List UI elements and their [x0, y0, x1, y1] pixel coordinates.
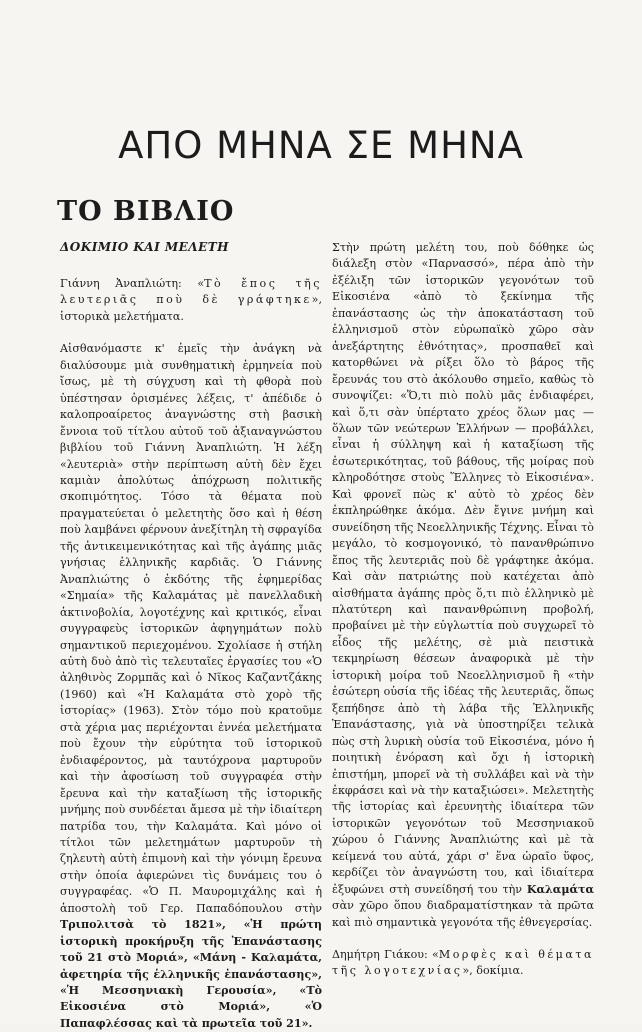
entry-book-title: Τὸ ἔπος τῆς λευτεριᾶς ποὺ δὲ γράφτηκε: [60, 277, 323, 307]
entry2-book-title: Μορφὲς καὶ θέματα τῆς λογοτεχνίας: [332, 948, 594, 978]
entry-tail: », ἱστορικὰ μελετήματα.: [60, 293, 322, 323]
review-continuation: [332, 240, 594, 931]
book-entry-heading: [60, 276, 322, 325]
book-entry-heading-2: [332, 947, 594, 980]
main-title: ΑΠΟ ΜΗΝΑ ΣΕ ΜΗΝΑ: [118, 124, 524, 167]
entry2-author: Δημήτρη Γιάκου: «: [332, 948, 439, 962]
review-text: Αἰσθανόμαστε κ' ἐμεῖς τὴν ἀνάγκη νὰ διαλύσουμε μιὰ συνθηματικὴ ἑρμηνεία ποὺ ἴσως, μὲ τὴ σύγχυση καὶ τὴ φθορὰ ποὺ ὑπέστησαν ὁρισμένες λέξεις, τ' ἀπέδιδε ὁ καλοπροαίρετος ἀναγνώστης στὴ βασικὴ ἔννοια τοῦ τίτλου αὐτοῦ τοῦ ἀξιαναγνώστου βιβλίου τοῦ Γιάννη Ἀναπλιώτη. Ἡ λέξη «λευτεριὰ» στὴν περίπτωση αὐτὴ δὲν ἔχει καμιὰν ἀπολύτως ἀπόχρωση πολιτικῆς σκοπιμότητος. Τόσο τὰ θέματα ποὺ πραγματεύεται ὁ μελετητὴς ὅσο καὶ ἡ θέση ποὺ λαμβάνει φέρνουν ἀνεξίτηλη τὴ σφραγίδα τῆς ἀντικειμενικότητας καὶ τῆς ἀγάπης μιᾶς γνήσιας ἑλληνικῆς καρδιᾶς. Ὁ Γιάννης Ἀναπλιώτης ὁ ἐκδότης τῆς ἐφημερίδας «Σημαία» τῆς Καλαμάτας μὲ πανελλαδικὴ ἀκτινοβολία, λογοτέχνης καὶ κριτικός, εἶναι συγγραφεὺς ἱστορικῶν ἀφηγημάτων πολὺ σημαντικοῦ περιεχομένου. Σχολίασε ἡ στήλη αὐτὴ δυὸ ἀπὸ τὶς τελευταῖες ἐργασίες του «Ὁ ἀληθινὸς Ζορμπᾶς καὶ ὁ Νῖκος Καζαντζάκης (1960) καὶ «Ἡ Καλαμάτα στὸ χορὸ τῆς ἱστορίας» (1963). Στὸν τόμο ποὺ κρατοῦμε στὰ χέρια μας περιέχονται ἐννέα μελετήματα ποὺ ἔχουν τὴν εὐρύτητα τοῦ ἱστορικοῦ ἐνδιαφέροντος, μὰ ταυτόχρονα μαρτυροῦν καὶ τὴν ἀφοσίωση τοῦ συγγραφέα στὴν ἔρευνα καὶ τὴν καταξίωση τῆς ἱστορικῆς μνήμης ποὺ συνδέεται ἄμεσα μὲ τὴν ἰδιαίτερη πατρίδα του, τὴν Καλαμάτα. Καὶ μόνο οἱ τίτλοι τῶν μελετημάτων μαρτυροῦν τὴ ζηλευτὴ αὐτὴ ἐπιμονὴ καὶ τὴν γόνιμη ἔρευνα στὴν ὁποία ἀφιερώνει τὶς δυνάμεις του ὁ συγγραφέας. «Ὁ Π. Μαυρομιχάλης καὶ ἡ ἀποστολὴ τοῦ Γερ. Παπαδόπουλου στὴν: [60, 342, 322, 915]
right-column: [332, 240, 594, 980]
review-titles-list: Τριπολιτσὰ τὸ 1821», «Ἡ πρώτη ἱστορικὴ προκήρυξη τῆς Ἐπανάστασης τοῦ 21 στὸ Μοριά», «Μάνη - Καλαμάτα, ἀφετηρία τῆς ἑλληνικῆς ἐπανάστασης», «Ἡ Μεσσηνιακὴ Γερουσία», «Τὸ Εἰκοσιένα στὸ Μοριά», «Ὁ Παπαφλέσσας καὶ τὰ πρωτεῖα τοῦ 21».: [60, 918, 322, 1030]
continuation-bold: Καλαμάτα: [526, 882, 594, 896]
continuation-end: σὰν χῶρο ὅπου διαδραματίστηκαν τὰ πρῶτα καὶ πιὸ σημαντικὰ γεγονότα τῆς ἐθνεγερσίας.: [332, 899, 594, 929]
continuation-text: Στὴν πρώτη μελέτη του, ποὺ δόθηκε ὡς διάλεξη στὸν «Παρνασσό», πέρα ἀπὸ τὴν ἐξέλιξη τῶν ἱστορικῶν γεγονότων τοῦ Εἰκοσιένα «ἀπὸ τὸ ξεκίνημα τῆς ἐπανάστασης ὡς τὴν ἀποκατάσταση τοῦ ἑλληνισμοῦ στὸν εὐρωπαϊκὸ χῶρο σὰν ἀνεξάρτητης ἐθνότητας», προσπαθεῖ καὶ κατορθώνει νὰ ρίξει ὅλο τὸ βάρος τῆς ἔρευνάς του στὸ ἀκόλουθο σημεῖο, καθὼς τὸ συνοψίζει: «Ὅ,τι πιὸ πολὺ μᾶς ἐνδιαφέρει, καὶ ὅ,τι σὰν ὑπέρτατο χρέος ὅλων μας — ὅλων τῶν νεώτερων Ἑλλήνων — προβάλλει, εἶναι ἡ σύλληψη καὶ ἡ καταξίωση τῆς ἐσωτερικότητας, τοῦ βάθους, τῆς μοίρας ποὺ κληροδότησε στοὺς Ἕλληνες τὸ Εἰκοσιένα». Καὶ φρονεῖ πὼς κ' αὐτὸ τὸ χρέος δὲν ἐκπληρώθηκε ἀκόμα. Δὲν ἔγινε μνήμη καὶ συνείδηση τῆς Νεοελληνικῆς Τέχνης. Εἶναι τὸ μεγάλο, τὸ κοσμογονικό, τὸ πανανθρώπινο ἔπος τῆς λευτεριᾶς ποὺ δὲ γράφτηκε ἀκόμα. Καὶ σὰν πατριώτης ποὺ κατέχεται ἀπὸ αἰσθήματα ἀγάπης πρὸς ὅ,τι πιὸ ἑλληνικὸ μὲ πλατύτερη καὶ πανανθρώπινη προβολή, προβαίνει μὲ τὴν εὐγλωττία ποὺ συγχωρεῖ τὸ εἶδος τῆς μελέτης, σὲ μιὰ πειστικὰ τεκμηρίωση θέσεων ἀναφορικὰ μὲ τὴν ἱστορικὴ μοίρα τοῦ Νεοελληνισμοῦ ἢ «τὴν ἐσώτερη οὐσία τῆς ἰδέας τῆς λευτεριᾶς, ὅπως ξεπήδησε ἀπὸ τὴ λάβα τῆς Ἑλληνικῆς Ἐπανάστασης, γιὰ νὰ ὑποστηρίξει τελικὰ πὼς στὴ λυρικὴ οὐσία τοῦ Εἰκοσιένα, μόνο ἡ ποιητικὴ ἐνόραση καὶ ὄχι ἡ ἱστορικὴ ἐπιστήμη, μπορεῖ νὰ τὴ συλλάβει καὶ νὰ τὴν ἐκφράσει καὶ νὰ τὴν καταξιώσει». Μελετητὴς τῆς ἱστορίας καὶ ἐρευνητὴς ἰδιαίτερα τῶν ἱστορικῶν γεγονότων τοῦ Μεσσηνιακοῦ χώρου ὁ Γιάννης Ἀναπλιώτης καὶ μὲ τὰ κείμενά του αὐτά, χάρι σ' ἕνα ὡραῖο ὕφος, κερδίζει τὸν ἀναγνώστη του, καὶ ἰδιαίτερα ἐξυφώνει στὴ συνείδησή του τὴν: [332, 241, 594, 896]
section-subtitle: ΔΟΚΙΜΙΟ ΚΑΙ ΜΕΛΕΤΗ: [60, 240, 230, 254]
section-title: ΤΟ ΒΙΒΛΙΟ: [57, 196, 235, 227]
left-column: [60, 276, 322, 1032]
entry2-tail: », δοκίμια.: [462, 964, 524, 978]
review-body: [60, 341, 322, 1032]
entry-author: Γιάννη Ἀναπλιώτη: «: [60, 277, 205, 290]
